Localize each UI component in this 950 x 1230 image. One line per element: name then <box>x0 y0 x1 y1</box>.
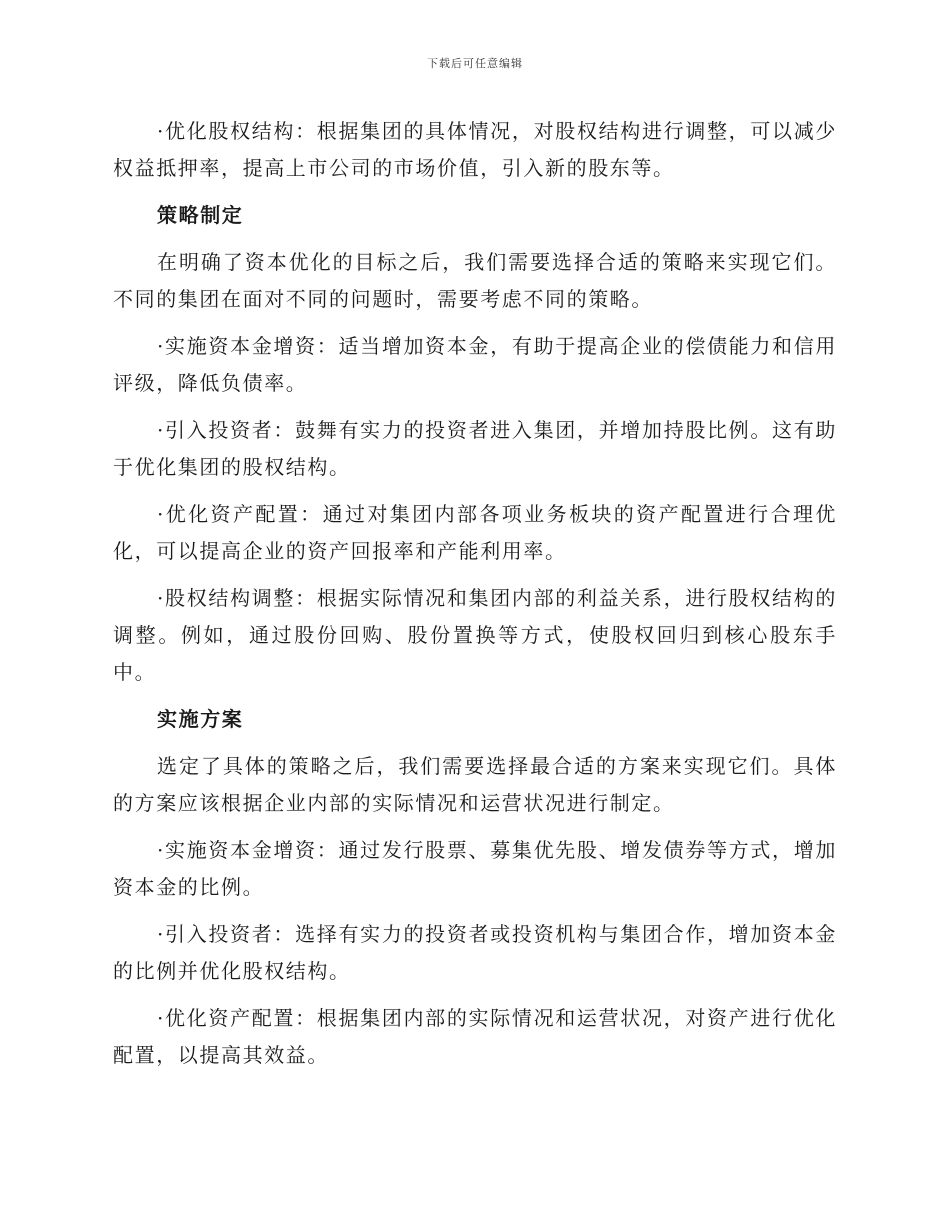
section-heading-strategy: 策略制定 <box>157 203 244 227</box>
document-body <box>113 113 837 1084</box>
paragraph-introduce-investors: ·引入投资者：鼓舞有实力的投资者进入集团，并增加持股比例。这有助于优化集团的股权结构。 <box>113 418 837 479</box>
paragraph-capital-increase: ·实施资本金增资：适当增加资本金，有助于提高企业的偿债能力和信用评级，降低负债率。 <box>113 334 837 395</box>
paragraph-plan-optimize-assets: ·优化资产配置：根据集团内部的实际情况和运营状况，对资产进行优化配置，以提高其效益。 <box>113 1006 837 1067</box>
page-header-note: 下载后可任意编辑 <box>427 57 523 70</box>
paragraph-equity-adjustment: ·股权结构调整：根据实际情况和集团内部的利益关系，进行股权结构的调整。例如，通过股份回购、股份置换等方式，使股权回归到核心股东手中。 <box>113 586 837 684</box>
paragraph-strategy-intro: 在明确了资本优化的目标之后，我们需要选择合适的策略来实现它们。不同的集团在面对不同的问题时，需要考虑不同的策略。 <box>113 250 837 311</box>
paragraph-plan-introduce-investors: ·引入投资者：选择有实力的投资者或投资机构与集团合作，增加资本金的比例并优化股权结构。 <box>113 922 837 983</box>
paragraph-optimize-equity-structure: ·优化股权结构：根据集团的具体情况，对股权结构进行调整，可以减少权益抵押率，提高上市公司的市场价值，引入新的股东等。 <box>113 119 837 180</box>
section-heading-implementation: 实施方案 <box>157 707 244 731</box>
paragraph-plan-capital-increase: ·实施资本金增资：通过发行股票、募集优先股、增发债券等方式，增加资本金的比例。 <box>113 838 837 899</box>
paragraph-optimize-assets: ·优化资产配置：通过对集团内部各项业务板块的资产配置进行合理优化，可以提高企业的资产回报率和产能利用率。 <box>113 502 837 563</box>
paragraph-implementation-intro: 选定了具体的策略之后，我们需要选择最合适的方案来实现它们。具体的方案应该根据企业内部的实际情况和运营状况进行制定。 <box>113 754 837 815</box>
